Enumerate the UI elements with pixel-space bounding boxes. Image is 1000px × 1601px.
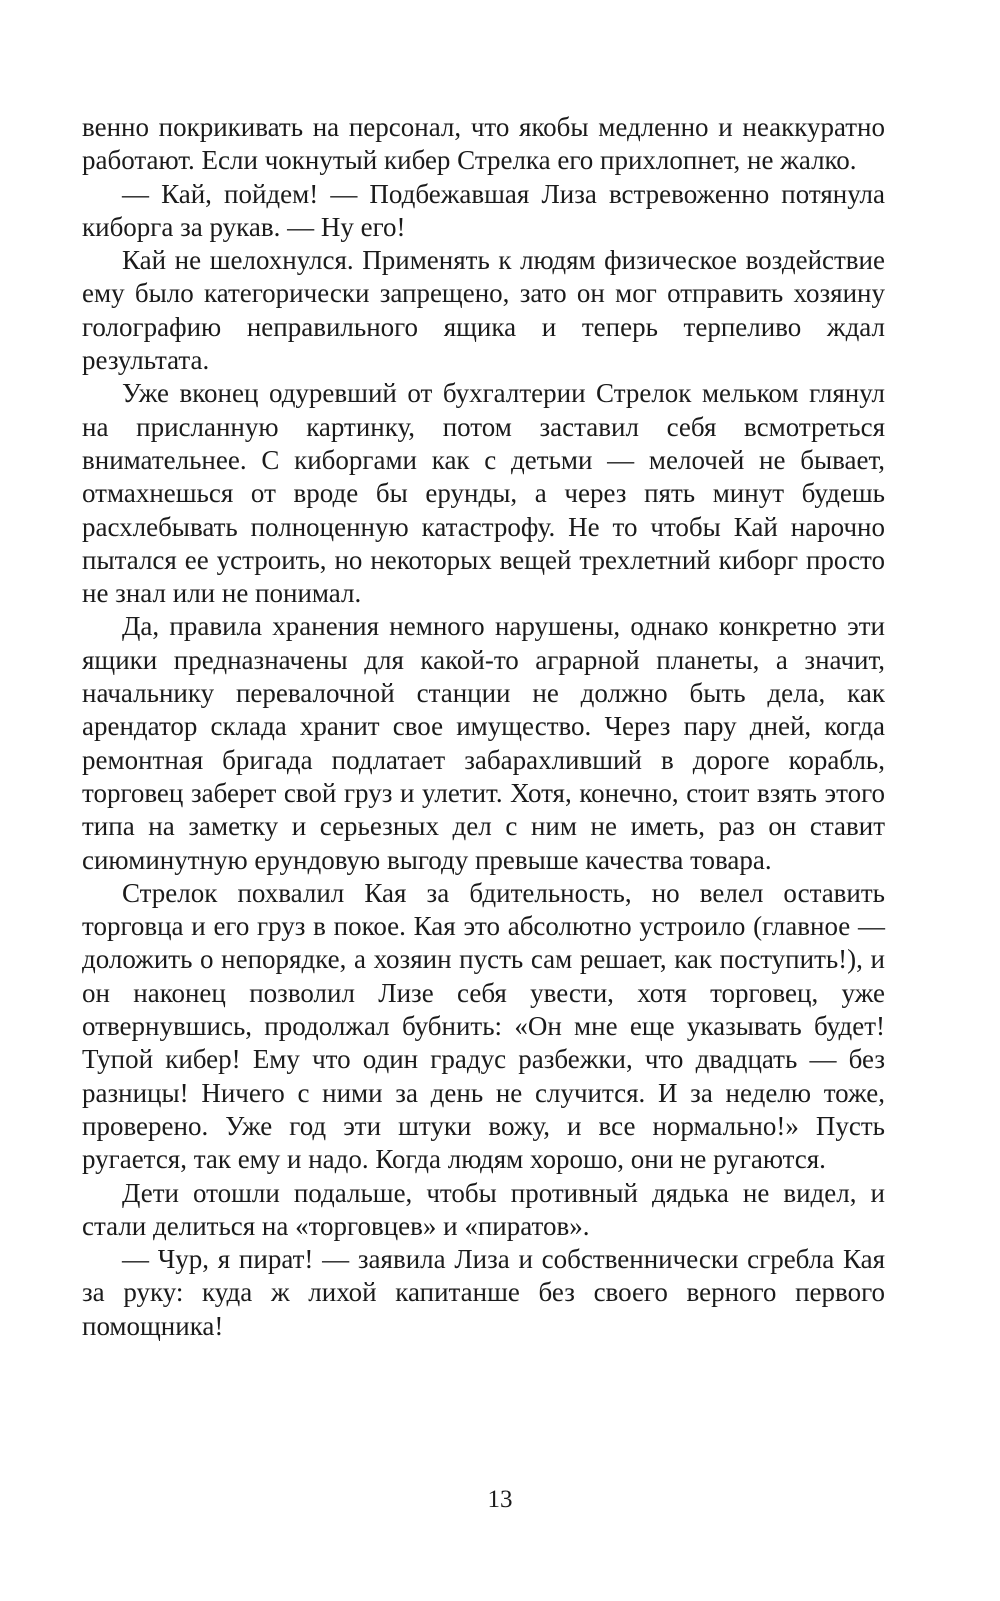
- paragraph-6: Стрелок похвалил Кая за бдительность, но велел оставить торговца и его груз в покое. Кая это абсолютно устроило (главное — доложить о непорядке, а хозяин пусть сам решает, как поступить!), и он наконец позволил Лизе себя увести, хотя торговец, уже отвернувшись, продолжал бубнить: «Он мне еще указывать будет! Тупой кибер! Ему что один градус разбежки, что двадцать — без разницы! Ничего с ними за день не случится. И за неделю тоже, проверено. Уже год эти штуки вожу, и все нормально!» Пусть ругается, так ему и надо. Когда людям хорошо, они не ругаются.: [82, 877, 885, 1175]
- body-text: [82, 111, 885, 1343]
- paragraph-1: венно покрикивать на персонал, что якобы медленно и неаккуратно работают. Если чокнутый кибер Стрелка его прихлопнет, не жалко.: [82, 112, 885, 176]
- page-number: 13: [487, 1486, 513, 1513]
- paragraph-7: Дети отошли подальше, чтобы противный дядька не видел, и стали делиться на «торговцев» и «пиратов».: [82, 1177, 885, 1241]
- paragraph-8: — Чур, я пират! — заявила Лиза и собственнически сгребла Кая за руку: куда ж лихой капитанше без своего верного первого помощника!: [82, 1244, 885, 1341]
- paragraph-4: Уже вконец одуревший от бухгалтерии Стрелок мельком глянул на присланную картинку, потом заставил себя всмотреться внимательнее. С киборгами как с детьми — мелочей не бывает, отмахнешься от вроде бы ерунды, а через пять минут будешь расхлебывать полноценную катастрофу. Не то чтобы Кай нарочно пытался ее устроить, но некоторых вещей трехлетний киборг просто не знал или не понимал.: [82, 378, 885, 609]
- paragraph-2: — Кай, пойдем! — Подбежавшая Лиза встревоженно потянула киборга за рукав. — Ну его!: [82, 178, 885, 242]
- paragraph-5: Да, правила хранения немного нарушены, однако конкретно эти ящики предназначены для какой-то аграрной планеты, а значит, начальнику перевалочной станции не должно быть дела, как арендатор склада хранит свое имущество. Через пару дней, когда ремонтная бригада подлатает забарахливший в дороге корабль, торговец заберет свой груз и улетит. Хотя, конечно, стоит взять этого типа на заметку и серьезных дел с ним не иметь, раз он ставит сиюминутную ерундовую выгоду превыше качества товара.: [82, 611, 885, 875]
- paragraph-3: Кай не шелохнулся. Применять к людям физическое воздействие ему было категорически запрещено, зато он мог отправить хозяину голографию неправильного ящика и теперь терпеливо ждал результата.: [82, 245, 885, 376]
